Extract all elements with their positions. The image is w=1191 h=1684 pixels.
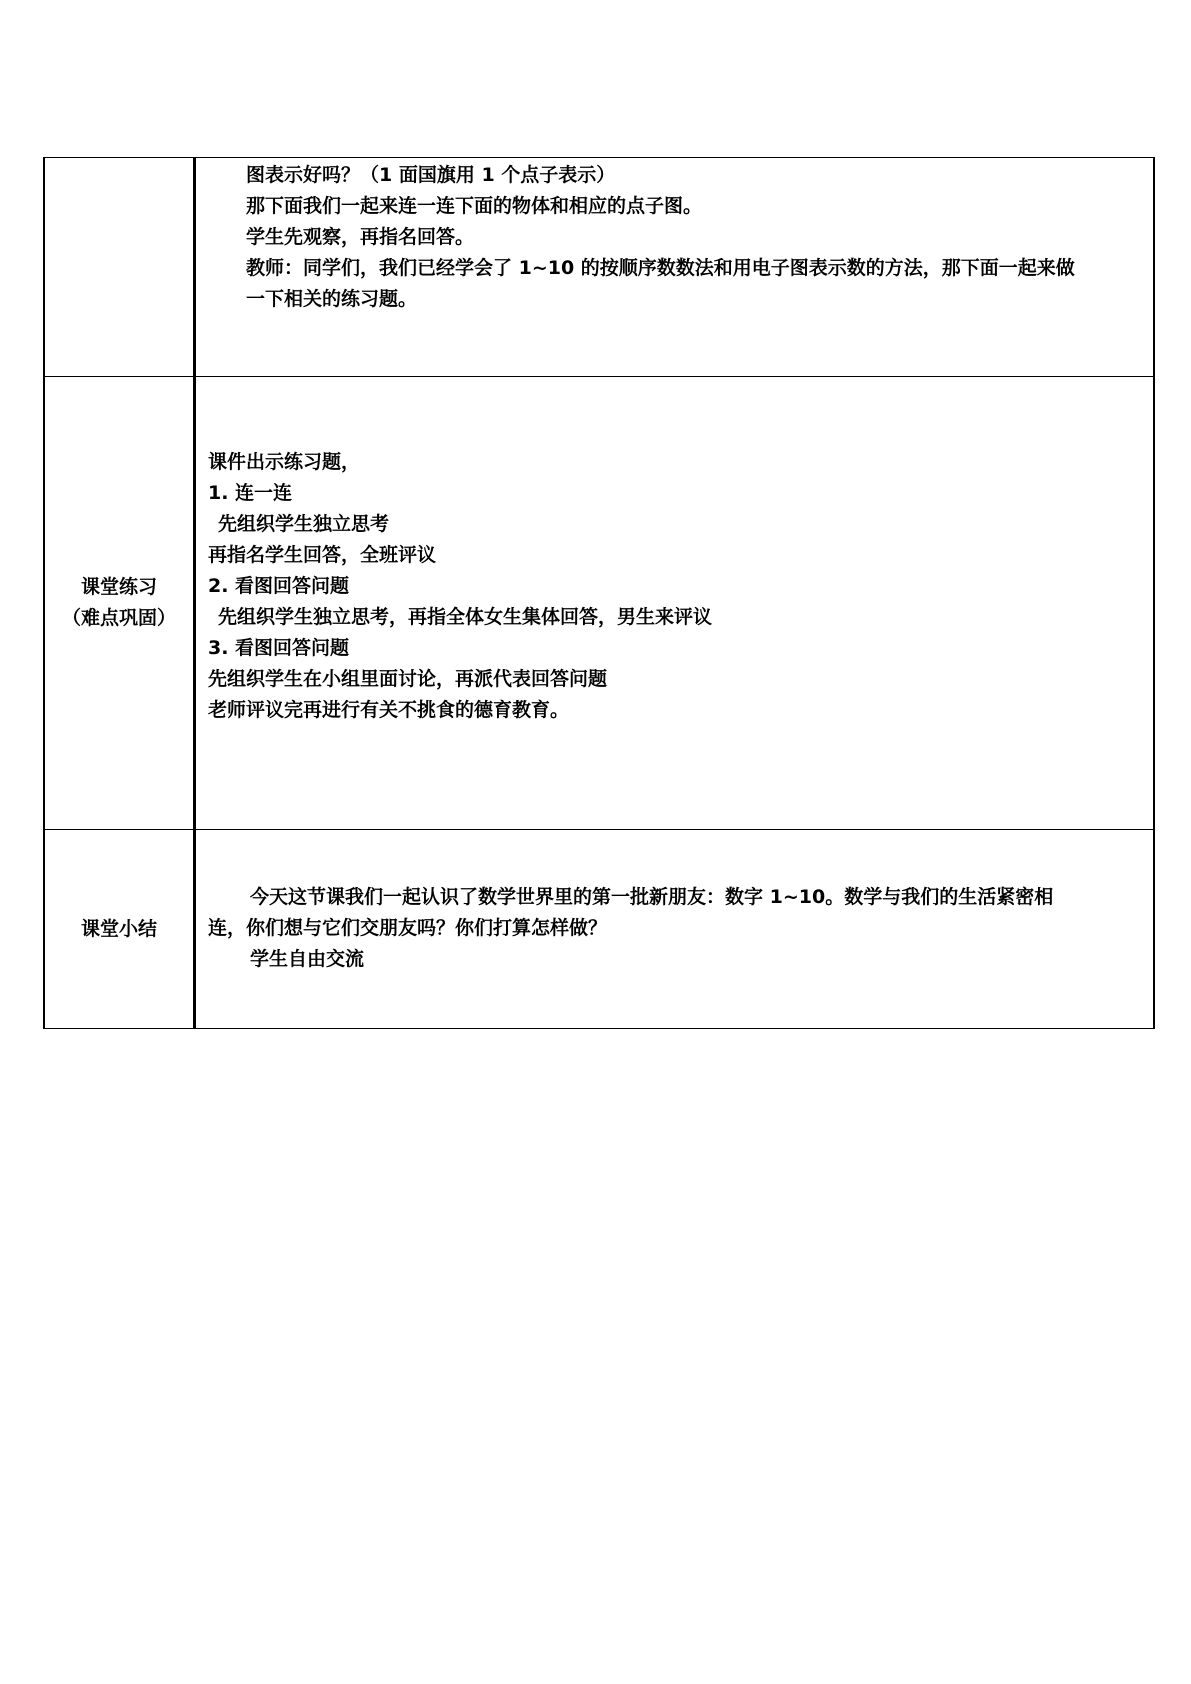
- row2-line-5: 2. 看图回答问题: [208, 575, 350, 597]
- row2-line-4: 再指名学生回答，全班评议: [208, 544, 437, 566]
- row2-label-line-1: 课堂练习: [80, 576, 157, 598]
- row2-line-8: 先组织学生在小组里面讨论，再派代表回答问题: [208, 668, 608, 690]
- row3-line-1: 今天这节课我们一起认识了数学世界里的第一批新朋友：数字 1~10。数学与我们的生活紧密相: [250, 886, 1054, 908]
- row1-line-3: 学生先观察，再指名回答。: [246, 226, 475, 248]
- row3-label-cell: [44, 830, 195, 1029]
- row1-label-cell: [44, 158, 195, 377]
- row2-line-6: 先组织学生独立思考，再指全体女生集体回答，男生来评议: [218, 606, 713, 628]
- row3-label: 课堂小结: [80, 917, 157, 940]
- row2-line-3: 先组织学生独立思考: [218, 513, 390, 535]
- row1-line-1: 图表示好吗？（1 面国旗用 1 个点子表示）: [246, 164, 616, 186]
- row2-line-7: 3. 看图回答问题: [208, 637, 350, 659]
- row1-content-cell: [195, 158, 1155, 377]
- row1-line-4: 教师：同学们，我们已经学会了 1~10 的按顺序数数法和用电子图表示数的方法，那下面一起来做: [246, 257, 1075, 279]
- row3-line-2: 连，你们想与它们交朋友吗？你们打算怎样做？: [208, 917, 608, 939]
- table-row-summary: [44, 830, 1154, 1029]
- row2-content-cell: [195, 377, 1155, 830]
- row3-content-cell: [195, 830, 1155, 1029]
- row2-label-line-2: （难点巩固）: [61, 607, 176, 629]
- row2-label-cell: [44, 377, 195, 830]
- table-row-practice: [44, 377, 1154, 830]
- row2-line-1: 课件出示练习题，: [208, 451, 361, 473]
- row3-line-3: 学生自由交流: [250, 948, 365, 970]
- table-row-continued: [44, 158, 1154, 377]
- row2-line-2: 1. 连一连: [208, 482, 293, 504]
- lesson-plan-table: [43, 157, 1155, 1029]
- row1-line-5: 一下相关的练习题。: [246, 288, 418, 310]
- row1-line-2: 那下面我们一起来连一连下面的物体和相应的点子图。: [246, 195, 703, 217]
- row2-line-9: 老师评议完再进行有关不挑食的德育教育。: [208, 699, 570, 721]
